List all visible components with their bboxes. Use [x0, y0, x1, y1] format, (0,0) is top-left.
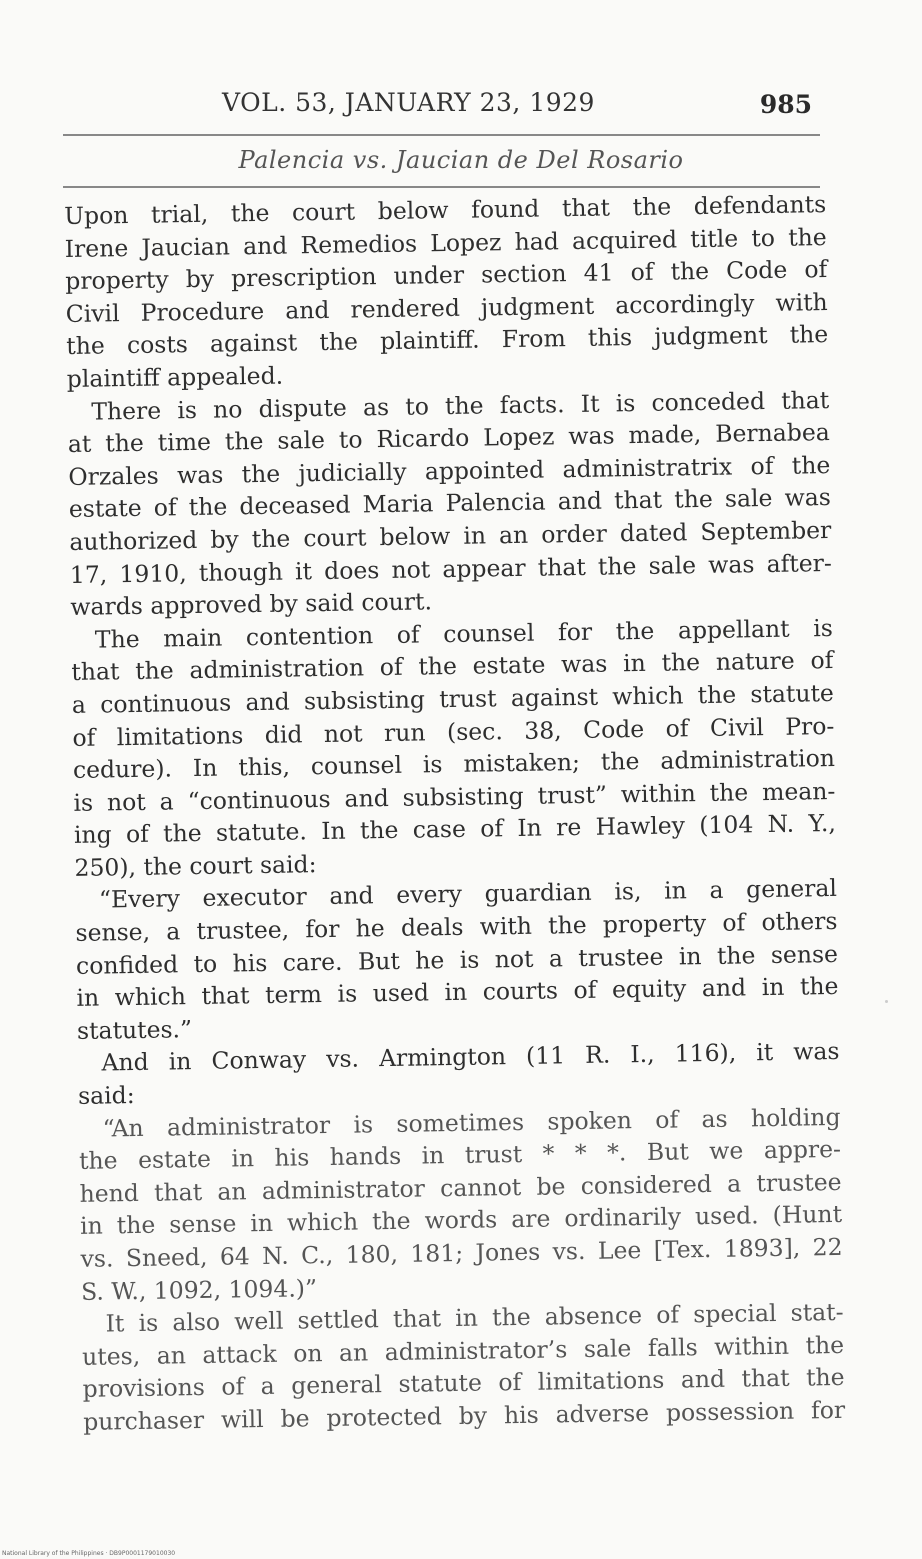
case-title: Palencia vs. Jaucian de Del Rosario	[238, 146, 684, 174]
text-line: confided to his care. But he is not a trustee in the sense	[75, 939, 839, 980]
text-line: plaintiff appealed.	[66, 361, 284, 393]
text-line: utes, an attack on an administrator’s sale falls within the	[81, 1330, 845, 1371]
text-line: property by prescription under section 41 of the Code of	[65, 255, 828, 296]
text-line: S. W., 1092, 1094.)”	[80, 1273, 318, 1306]
text-line: is not a “continuous and subsisting trust” within the mean-	[73, 776, 836, 817]
text-line: Upon trial, the court below found that the defendants	[64, 190, 827, 230]
text-line: vs. Sneed, 64 N. C., 180, 181; Jones vs. Lee [Tex. 1893], 22	[80, 1232, 843, 1273]
text-line: hend that an administrator cannot be considered a trustee	[79, 1167, 842, 1208]
text-line: 17, 1910, though it does not appear that the sale was after-	[69, 548, 833, 589]
text-line: Orzales was the judicially appointed administratrix of the	[68, 450, 831, 491]
page-header	[0, 88, 922, 128]
text-line: the costs against the plaintiff. From this judgment the	[66, 320, 829, 361]
text-line: 250), the court said:	[74, 849, 317, 882]
body-text	[64, 188, 845, 1438]
text-line: authorized by the court below in an order dated September	[69, 515, 832, 556]
text-line: Irene Jaucian and Remedios Lopez had acquired title to the	[64, 222, 827, 263]
text-line: It is also well settled that in the absence of special stat-	[105, 1298, 844, 1338]
text-line: And in Conway vs. Armington (11 R. I., 116), it was	[101, 1037, 840, 1077]
text-line: statutes.”	[76, 1014, 193, 1045]
text-line: the estate in his hands in trust * * *. But we appre-	[78, 1135, 842, 1176]
text-line: a continuous and subsisting trust against which the statute	[71, 678, 835, 719]
text-line: “An administrator is sometimes spoken of as holding	[102, 1102, 841, 1143]
text-line: “Every executor and every guardian is, in a general	[98, 874, 838, 915]
text-line: estate of the deceased Maria Palencia and that the sale was	[68, 483, 831, 524]
text-line: cedure). In this, counsel is mistaken; the administration	[72, 744, 836, 785]
text-line: The main contention of counsel for the appellant is	[94, 613, 834, 654]
page-number: 985	[759, 90, 812, 119]
text-line: provisions of a general statute of limitations and that the	[82, 1363, 845, 1404]
text-line: that the administration of the estate was in the nature of	[71, 646, 834, 687]
text-line: in the sense in which the words are ordinarily used. (Hunt	[79, 1200, 843, 1241]
text-line: sense, a trustee, for he deals with the property of others	[75, 907, 838, 947]
scan-speck	[885, 1000, 888, 1003]
running-head: VOL. 53, JANUARY 23, 1929	[222, 88, 595, 117]
text-line: in which that term is used in courts of equity and in the	[76, 972, 839, 1013]
text-line: purchaser will be protected by his adverse possession for	[82, 1395, 846, 1436]
text-line: at the time the sale to Ricardo Lopez was made, Bernabea	[67, 418, 830, 459]
text-line: of limitations did not run (sec. 38, Code of Civil Pro-	[72, 711, 835, 752]
scan-source-footer: National Library of the Philippines · DB9P0001179010030	[2, 1550, 176, 1557]
text-line: There is no dispute as to the facts. It is conceded that	[91, 385, 830, 426]
text-line: ing of the statute. In the case of In re Hawley (104 N. Y.,	[73, 809, 837, 850]
text-line: said:	[77, 1081, 135, 1110]
header-rule-top	[63, 134, 820, 136]
text-line: wards approved by said court.	[70, 587, 433, 622]
text-line: Civil Procedure and rendered judgment accordingly with	[65, 287, 828, 328]
header-rule-bottom	[63, 186, 820, 188]
